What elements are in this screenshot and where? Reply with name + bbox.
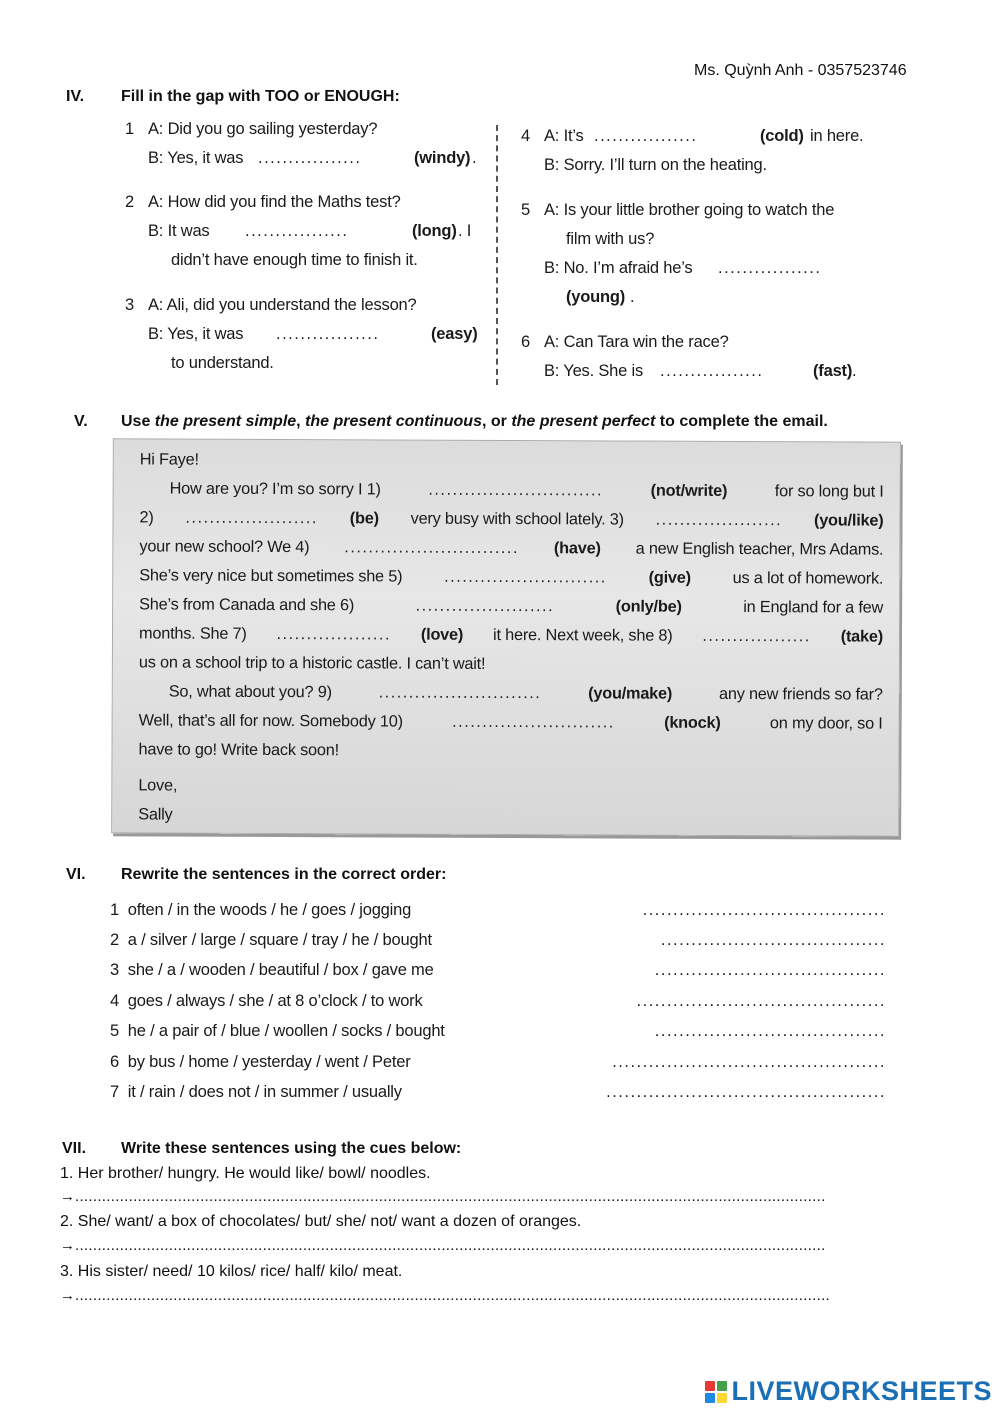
cue-word: (you/like) (813, 511, 884, 530)
answer-prefix: B: It was (148, 222, 210, 240)
title-part: Use (121, 413, 155, 430)
email-blank[interactable]: ............................. (428, 480, 604, 500)
item-number: 5 (521, 201, 530, 219)
cue-word: (fast) (813, 362, 853, 380)
email-text: a new English teacher, Mrs Adams. (635, 539, 884, 559)
email-text: very busy with school lately. 3) (410, 509, 624, 529)
question-suffix: in here. (810, 127, 864, 145)
answer-continuation: to understand. (171, 354, 274, 372)
answer-blank[interactable]: ......................................... (636, 992, 886, 1010)
section-iv-title: Fill in the gap with TOO or ENOUGH: (121, 88, 400, 105)
answer-blank[interactable]: ............................................. (612, 1053, 886, 1071)
item-text: a / silver / large / square / tray / he / bought (127, 931, 432, 949)
email-text: months. She 7) (138, 624, 247, 643)
section-vi-numeral: VI. (66, 866, 86, 883)
item-number: 6 (521, 333, 530, 351)
item-text: goes / always / she / at 8 o’clock / to work (127, 992, 423, 1010)
email-text: 2) (139, 508, 154, 527)
list-item (110, 961, 886, 980)
item-number: 6 (110, 1053, 119, 1071)
email-text: How are you? I’m so sorry I 1) (169, 479, 381, 499)
list-item (110, 1083, 886, 1102)
answer-line[interactable]: →........................................................................................................................................................................ (60, 1188, 826, 1205)
email-text: She’s very nice but sometimes she 5) (139, 566, 403, 586)
cue-word: (have) (553, 539, 601, 558)
answer-blank[interactable]: ................. (276, 325, 380, 343)
column-divider (496, 125, 498, 385)
email-blank[interactable]: .................. (702, 626, 811, 646)
answer-blank[interactable]: ................. (660, 362, 764, 380)
title-part: , (296, 413, 306, 430)
answer-prefix: B: Yes, it was (148, 149, 244, 167)
liveworksheets-logo[interactable] (705, 1376, 992, 1407)
punct: . (472, 149, 477, 167)
email-line (139, 537, 883, 559)
email-line (139, 624, 883, 646)
item-number: 3 (125, 296, 134, 314)
item-number: 4 (521, 127, 530, 145)
item-number: 2 (125, 193, 134, 211)
cue-word: (not/write) (650, 481, 728, 500)
item-number: 5 (110, 1022, 119, 1040)
email-text: us a lot of homework. (732, 568, 884, 588)
email-text: any new friends so far? (718, 684, 883, 704)
item-number: 1 (110, 901, 119, 919)
email-line: have to go! Write back soon! (138, 740, 339, 760)
email-signature: Sally (138, 805, 173, 824)
question-continuation: film with us? (566, 230, 655, 248)
cue-word: (cold) (760, 127, 804, 145)
email-text: it here. Next week, she 8) (493, 625, 673, 645)
email-line: us on a school trip to a historic castle. I can’t wait! (138, 653, 486, 673)
question-line: A: Can Tara win the race? (544, 333, 729, 351)
title-tense: the present continuous (305, 413, 482, 430)
item-number: 1 (125, 120, 134, 138)
cue-word: (only/be) (615, 597, 682, 616)
answer-line: B: Sorry. I’ll turn on the heating. (544, 156, 767, 174)
email-greeting: Hi Faye! (139, 450, 199, 469)
answer-blank[interactable]: ...................................... (654, 1022, 886, 1040)
item-number: 4 (110, 992, 119, 1010)
answer-blank[interactable]: ........................................ (642, 901, 886, 919)
list-item (110, 1053, 886, 1072)
title-part: , or (481, 413, 512, 430)
answer-blank[interactable]: ...................................... (654, 961, 886, 979)
arrow-icon: → (60, 1237, 75, 1254)
section-vi-title: Rewrite the sentences in the correct order: (121, 866, 447, 883)
cue-word: (easy) (431, 325, 478, 343)
email-blank[interactable]: ................... (276, 624, 392, 644)
item-text: she / a / wooden / beautiful / box / gave me (127, 961, 434, 979)
item-text: he / a pair of / blue / woollen / socks / bought (127, 1022, 445, 1040)
arrow-icon: → (60, 1287, 75, 1304)
cue-word: (you/make) (588, 684, 673, 703)
answer-blank[interactable]: ..................................... (660, 931, 886, 949)
arrow-icon: → (60, 1188, 75, 1205)
cue-sentence: 1. Her brother/ hungry. He would like/ bowl/ noodles. (60, 1165, 431, 1182)
email-blank[interactable]: ........................... (444, 567, 607, 587)
item-number: 2 (110, 931, 119, 949)
author-header: Ms. Quỳnh Anh - 0357523746 (694, 62, 907, 79)
item-text: by bus / home / yesterday / went / Peter (127, 1053, 411, 1071)
email-text: your new school? We 4) (139, 537, 310, 557)
email-line (170, 480, 884, 502)
title-tense: the present simple (154, 413, 297, 430)
email-text: for so long but I (774, 482, 884, 501)
answer-prefix: B: Yes. She is (544, 362, 644, 380)
email-line (139, 711, 883, 733)
cue-word: (give) (648, 568, 691, 587)
answer-blank[interactable]: ................. (594, 127, 698, 145)
email-blank[interactable]: ..................... (655, 510, 783, 530)
title-tense: the present perfect (511, 413, 656, 430)
answer-suffix: . I (458, 222, 472, 240)
email-blank[interactable]: ........................... (378, 683, 542, 703)
answer-blank[interactable]: ................. (718, 259, 822, 277)
cue-word: (love) (420, 625, 464, 644)
item-text: often / in the woods / he / goes / jogging (127, 901, 412, 919)
list-item (110, 901, 886, 920)
email-line (139, 508, 883, 530)
item-number: 3 (110, 961, 119, 979)
logo-text: LIVEWORKSHEETS (731, 1376, 992, 1406)
email-closing: Love, (138, 776, 178, 795)
cue-word: (long) (412, 222, 457, 240)
section-v-numeral: V. (74, 413, 88, 430)
question-line: A: Is your little brother going to watch the (544, 201, 835, 219)
email-text: on my door, so I (769, 714, 883, 733)
question-line: A: Ali, did you understand the lesson? (148, 296, 417, 314)
list-item (110, 992, 886, 1011)
section-vii-title: Write these sentences using the cues below: (121, 1140, 462, 1157)
section-vii-numeral: VII. (62, 1140, 87, 1157)
cue-word: (young) (566, 288, 626, 306)
answer-blank[interactable]: ................. (258, 149, 362, 167)
list-item (110, 931, 886, 950)
answer-continuation: didn’t have enough time to finish it. (171, 251, 418, 269)
email-line (139, 566, 883, 588)
cue-word: (take) (840, 627, 884, 646)
email-text: Well, that’s all for now. Somebody 10) (138, 711, 403, 731)
item-number: 7 (110, 1083, 119, 1101)
answer-prefix: B: Yes, it was (148, 325, 244, 343)
item-text: it / rain / does not / in summer / usually (127, 1083, 402, 1101)
cue-word: (be) (349, 509, 379, 528)
logo-mark-icon (705, 1381, 727, 1403)
email-text: So, what about you? 9) (168, 682, 332, 702)
list-item (110, 1022, 886, 1041)
email-line (139, 595, 883, 617)
email-line (169, 683, 883, 705)
question-line: A: How did you find the Maths test? (148, 193, 401, 211)
email-box (111, 438, 901, 836)
question-line: A: Did you go sailing yesterday? (148, 120, 378, 138)
cue-sentence: 3. His sister/ need/ 10 kilos/ rice/ half/ kilo/ meat. (60, 1263, 403, 1280)
section-iv-numeral: IV. (66, 88, 85, 105)
email-blank[interactable]: ........................... (452, 712, 615, 732)
answer-blank[interactable]: .............................................. (606, 1083, 886, 1101)
answer-line[interactable]: →........................................................................................................................................................................ (60, 1237, 826, 1254)
cue-word: (windy) (414, 149, 471, 167)
cue-sentence: 2. She/ want/ a box of chocolates/ but/ she/ not/ want a dozen of oranges. (60, 1213, 582, 1230)
punct: . (852, 362, 857, 380)
answer-blank[interactable]: ................. (245, 222, 349, 240)
email-blank[interactable]: ....................... (415, 596, 555, 616)
email-text: in England for a few (743, 598, 884, 617)
email-blank[interactable]: ...................... (185, 508, 318, 528)
title-part: to complete the email. (655, 413, 828, 430)
email-text: She’s from Canada and she 6) (139, 595, 355, 615)
punct: . (630, 288, 635, 306)
cue-word: (knock) (664, 713, 721, 732)
answer-prefix: B: No. I’m afraid he’s (544, 259, 693, 277)
question-prefix: A: It’s (544, 127, 584, 145)
section-v-title (121, 413, 828, 431)
answer-line[interactable]: →......................................................................................................................................................................... (60, 1287, 831, 1304)
email-blank[interactable]: ............................. (344, 538, 520, 558)
